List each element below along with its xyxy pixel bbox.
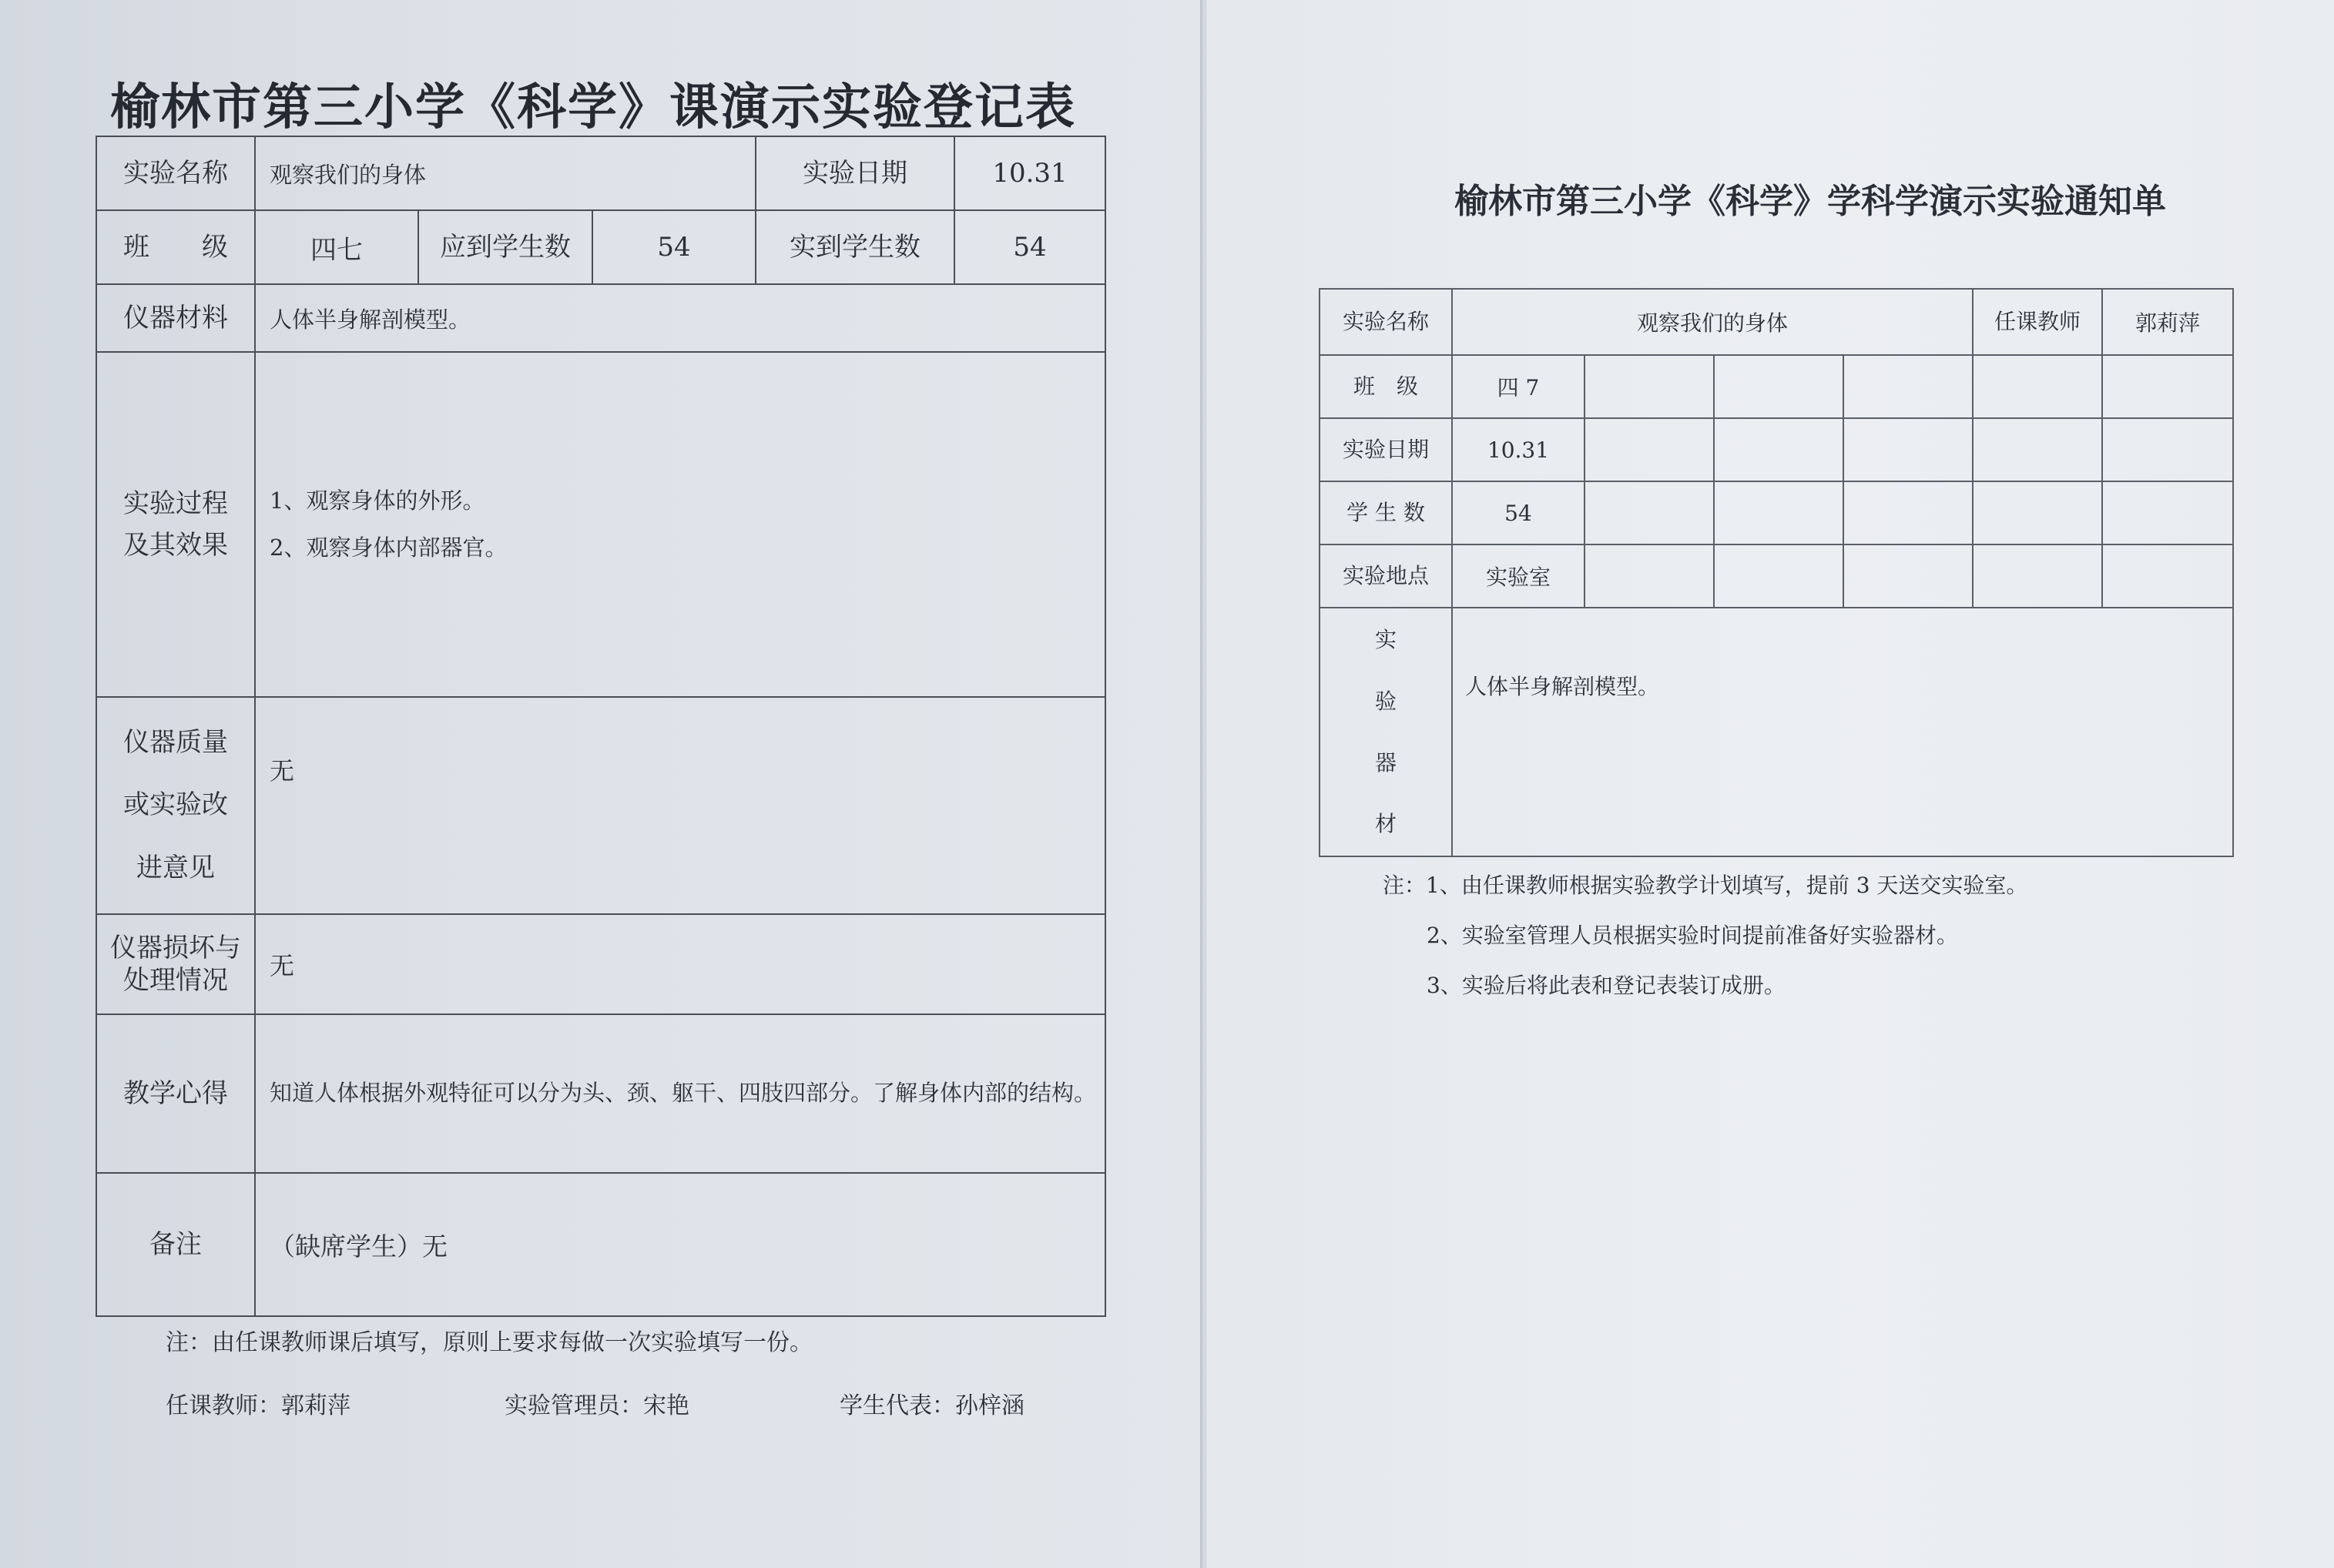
notice-value-equipment: 人体半身解剖模型。 [1452,608,2233,856]
label-process-line2: 及其效果 [123,530,228,561]
notice-empty-cell [1585,544,1714,608]
notice-empty-cell [1714,418,1843,481]
notice-row-equipment [1320,608,2233,856]
notice-empty-cell [1585,418,1714,481]
notice-value-teacher: 郭莉萍 [2102,289,2233,355]
label-remarks: 备注 [96,1173,255,1316]
notice-label-date: 实验日期 [1320,418,1452,481]
value-process [255,352,1105,697]
value-actual-students: 54 [954,210,1105,284]
signature-teacher: 任课教师：郭莉萍 [166,1392,350,1419]
notice-empty-cell [1714,544,1843,608]
value-materials: 人体半身解剖模型。 [255,284,1105,352]
row-reflection [96,1014,1105,1173]
notice-note-1: 注：1、由任课教师根据实验教学计划填写，提前 3 天送交实验室。 [1383,873,2028,898]
notice-empty-cell [1973,481,2102,544]
label-damage: 仪器损坏与处理情况 [96,914,255,1014]
notice-empty-cell [1973,544,2102,608]
notice-empty-cell [1973,418,2102,481]
notice-label-equipment-3: 器 [1374,749,1397,776]
notice-empty-cell [2102,481,2233,544]
signature-admin: 实验管理员：宋艳 [505,1392,689,1419]
notice-empty-cell [2102,418,2233,481]
notice-empty-cell [1973,355,2102,418]
row-quality [96,697,1105,914]
notice-empty-cell [1843,481,1973,544]
registration-form-note: 注：由任课教师课后填写，原则上要求每做一次实验填写一份。 [166,1329,813,1356]
label-quality-line3: 进意见 [136,852,215,883]
process-item-2: 2、观察身体内部器官。 [270,534,508,561]
notice-empty-cell [1714,355,1843,418]
row-remarks [96,1173,1105,1316]
value-damage: 无 [255,914,1105,1014]
label-expected-students: 应到学生数 [418,210,592,284]
notice-note-2: 2、实验室管理人员根据实验时间提前准备好实验器材。 [1427,923,1958,948]
label-actual-students: 实到学生数 [756,210,954,284]
label-reflection: 教学心得 [96,1014,255,1173]
value-experiment-name: 观察我们的身体 [255,136,756,210]
label-quality-line1: 仪器质量 [123,726,228,758]
label-experiment-date: 实验日期 [756,136,954,210]
notice-label-class: 班 级 [1320,355,1452,418]
label-experiment-name: 实验名称 [96,136,255,210]
notice-row-date [1320,418,2233,481]
notice-empty-cell [1843,418,1973,481]
process-item-1: 1、观察身体的外形。 [270,487,485,514]
row-experiment-name [96,136,1105,210]
notice-empty-cell [1843,544,1973,608]
label-quality-line2: 或实验改 [123,789,228,821]
notice-label-equipment-4: 材 [1374,811,1397,837]
row-class [96,210,1105,284]
row-damage [96,914,1105,1014]
notice-form-title: 榆林市第三小学《科学》学科学演示实验通知单 [1454,182,2166,221]
value-expected-students: 54 [592,210,756,284]
notice-value-location: 实验室 [1452,544,1585,608]
notice-label-location: 实验地点 [1320,544,1452,608]
value-quality: 无 [255,697,1105,914]
notice-note-3: 3、实验后将此表和登记表装订成册。 [1427,973,1786,998]
notice-value-experiment-name: 观察我们的身体 [1452,289,1973,355]
notice-empty-cell [2102,544,2233,608]
signature-student: 学生代表：孙梓涵 [840,1392,1024,1419]
value-reflection: 知道人体根据外观特征可以分为头、颈、躯干、四肢四部分。了解身体内部的结构。 [255,1014,1105,1173]
notice-empty-cell [1585,481,1714,544]
value-class: 四七 [255,210,418,284]
notice-value-students: 54 [1452,481,1585,544]
label-class: 班 级 [96,210,255,284]
value-experiment-date: 10.31 [954,136,1105,210]
notice-empty-cell [2102,355,2233,418]
registration-form-title: 榆林市第三小学《科学》课演示实验登记表 [110,79,1076,136]
notice-label-equipment [1320,608,1452,856]
value-remarks: （缺席学生）无 [255,1173,1105,1316]
registration-form-table [96,136,1106,1317]
notice-row-location [1320,544,2233,608]
notice-label-students: 学 生 数 [1320,481,1452,544]
notice-label-teacher: 任课教师 [1973,289,2102,355]
notice-value-date: 10.31 [1452,418,1585,481]
notice-label-equipment-2: 验 [1374,688,1397,714]
label-process [96,352,255,697]
notice-empty-cell [1714,481,1843,544]
notice-value-class: 四 7 [1452,355,1585,418]
label-process-line1: 实验过程 [123,487,228,519]
notice-empty-cell [1585,355,1714,418]
row-process [96,352,1105,697]
row-materials [96,284,1105,352]
notice-row-class [1320,355,2233,418]
notice-form-table [1319,288,2234,857]
notice-row-name [1320,289,2233,355]
notice-label-equipment-1: 实 [1374,627,1397,652]
notice-empty-cell [1843,355,1973,418]
notice-row-students [1320,481,2233,544]
notice-label-experiment-name: 实验名称 [1320,289,1452,355]
label-materials: 仪器材料 [96,284,255,352]
label-quality [96,697,255,914]
